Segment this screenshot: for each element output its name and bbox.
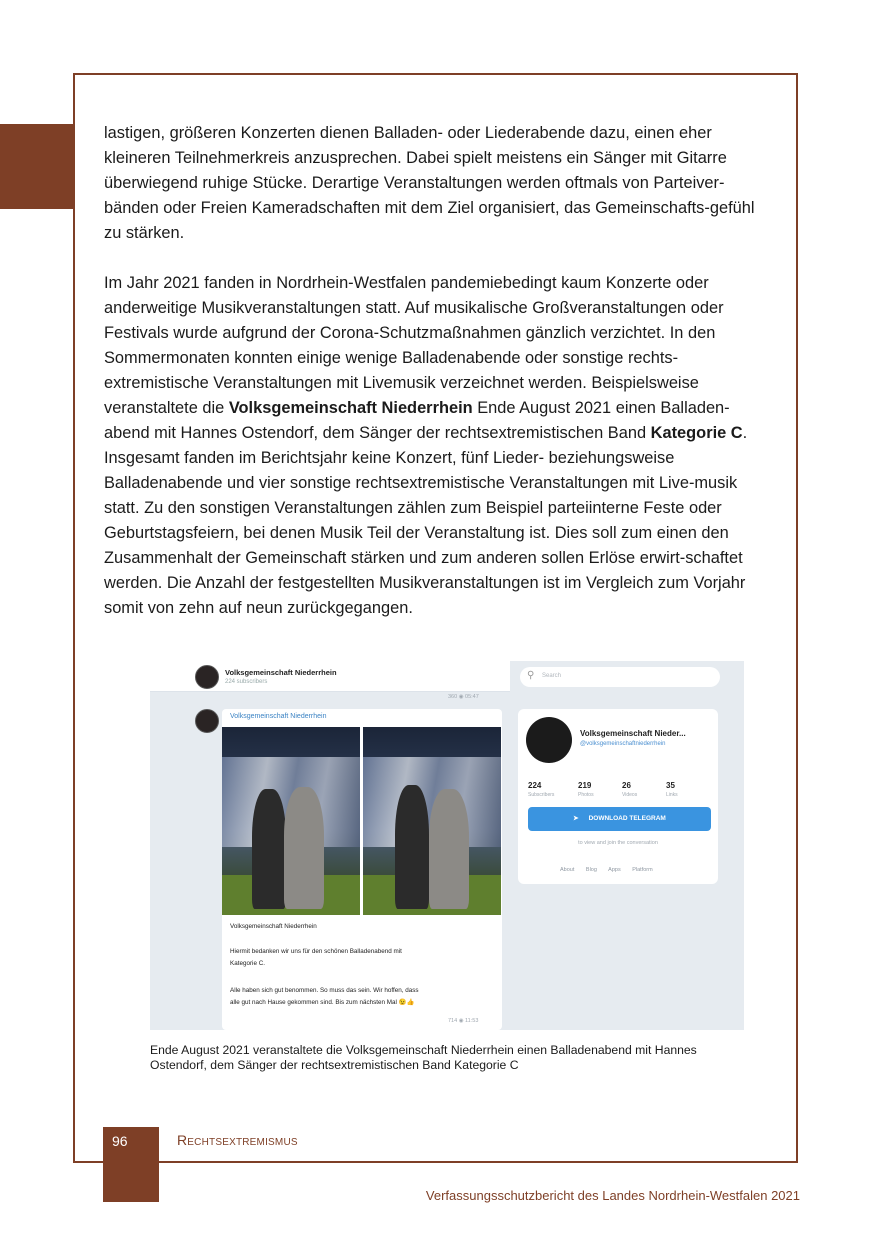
paragraph-2: Im Jahr 2021 fanden in Nordrhein-Westfalen pandemiebedingt kaum Konzerte oder anderweitige Musikveranstaltungen statt. Auf musikalische Großveranstaltungen oder Festivals wurde aufgrund der Corona-Schutzmaßnahmen gänzlich verzichtet. In den Sommermonaten konnten einige wenige Balladenabende oder sonstige rechts-extremistische Veranstaltungen mit Livemusik verzeichnet werden. Beispielsweise veranstaltete die Volksgemeinschaft Niederrhein Ende August 2021 einen Balladen-abend mit Hannes Ostendorf, dem Sänger der rechtsextremistischen Band Kategorie C. Insgesamt fanden im Berichtsjahr keine Konzert, fünf Lieder- beziehungsweise Balladenabende und vier sonstige rechtsextremistische Veranstaltungen mit Live-musik statt. Zu den sonstigen Veranstaltungen zählen zum Beispiel parteiinterne Feste oder Geburtstagsfeiern, bei denen Musik Teil der Veranstaltung ist. Dies soll zum einen den Zusammenhalt der Gemeinschaft stärken und zum anderen sollen Erlöse erwirt-schaftet werden. Die Anzahl der festgestellten Musikveranstaltungen ist im Vergleich zum Vorjahr somit von zehn auf neun zurückgegangen. — [104, 274, 748, 617]
body-text — [104, 121, 770, 646]
caption-line-4: alle gut nach Hause gekommen sind. Bis zum nächsten Mal 😉👍 — [230, 999, 415, 1006]
card-title: Volksgemeinschaft Nieder... — [580, 729, 686, 738]
search-input[interactable] — [520, 667, 720, 687]
search-placeholder: Search — [542, 673, 562, 679]
publication-footer: Verfassungsschutzbericht des Landes Nordrhein-Westfalen 2021 — [425, 1188, 800, 1203]
caption-author: Volksgemeinschaft Niederrhein — [230, 923, 317, 930]
band-name: Kategorie C — [650, 424, 743, 442]
channel-logo — [526, 717, 572, 763]
channel-card — [518, 709, 718, 884]
message-author: Volksgemeinschaft Niederrhein — [230, 713, 327, 720]
channel-avatar — [195, 665, 219, 689]
card-handle: @volksgemeinschaftniederrhein — [580, 741, 666, 747]
photo-left — [222, 727, 360, 915]
stat-subscribers: 224 Subscribers — [528, 781, 555, 798]
channel-header — [150, 661, 510, 692]
card-note: to view and join the conversation — [578, 840, 658, 846]
caption-line-2: Kategorie C. — [230, 960, 266, 967]
caption-line-3: Alle haben sich gut benommen. So muss das sein. Wir hoffen, dass — [230, 987, 419, 994]
photo-right — [363, 727, 501, 915]
stat-videos: 26 Videos — [622, 781, 638, 798]
link-about[interactable]: About — [560, 867, 575, 873]
paragraph-1: lastigen, größeren Konzerten dienen Balladen- oder Liederabende dazu, einen eher kleineren Teilnehmerkreis anzusprechen. Dabei spielt meistens ein Sänger mit Gitarre überwiegend ruhige Stücke. Derartige Veranstaltungen werden oftmals von Parteiver-bänden oder Freien Kameradschaften mit dem Ziel organisiert, das Gemeinschafts-gefühl zu stärken. — [104, 124, 755, 242]
download-telegram-button[interactable]: ➤ DOWNLOAD TELEGRAM — [528, 807, 711, 831]
stat-photos: 219 Photos — [578, 781, 594, 798]
telegram-screenshot — [150, 661, 744, 1030]
page-number: 96 — [112, 1133, 128, 1149]
link-apps[interactable]: Apps — [608, 867, 621, 873]
search-icon: ⚲ — [527, 670, 535, 681]
side-tab-marker — [0, 124, 74, 209]
figure-caption: Ende August 2021 veranstaltete die Volksgemeinschaft Niederrhein einen Balladenabend mit Hannes Ostendorf, dem Sänger der rechtsextremistischen Band Kategorie C — [150, 1043, 697, 1072]
views-time-bottom: 714 ◉ 11:53 — [448, 1018, 479, 1024]
caption-line-1: Hiermit bedanken wir uns für den schönen Balladenabend mit — [230, 948, 402, 955]
stat-links: 35 Links — [666, 781, 678, 798]
section-title: Rechtsextremismus — [177, 1132, 298, 1148]
link-blog[interactable]: Blog — [585, 867, 597, 873]
message-bubble — [222, 709, 502, 1030]
telegram-plane-icon: ➤ — [573, 815, 579, 822]
message-avatar — [195, 709, 219, 733]
footer-links — [560, 867, 663, 873]
link-platform[interactable]: Platform — [632, 867, 653, 873]
channel-title: Volksgemeinschaft Niederrhein — [225, 668, 337, 677]
views-time-top: 360 ◉ 05:47 — [448, 694, 479, 700]
channel-subscribers: 224 subscribers — [225, 679, 268, 685]
org-name: Volksgemeinschaft Niederrhein — [228, 399, 473, 417]
